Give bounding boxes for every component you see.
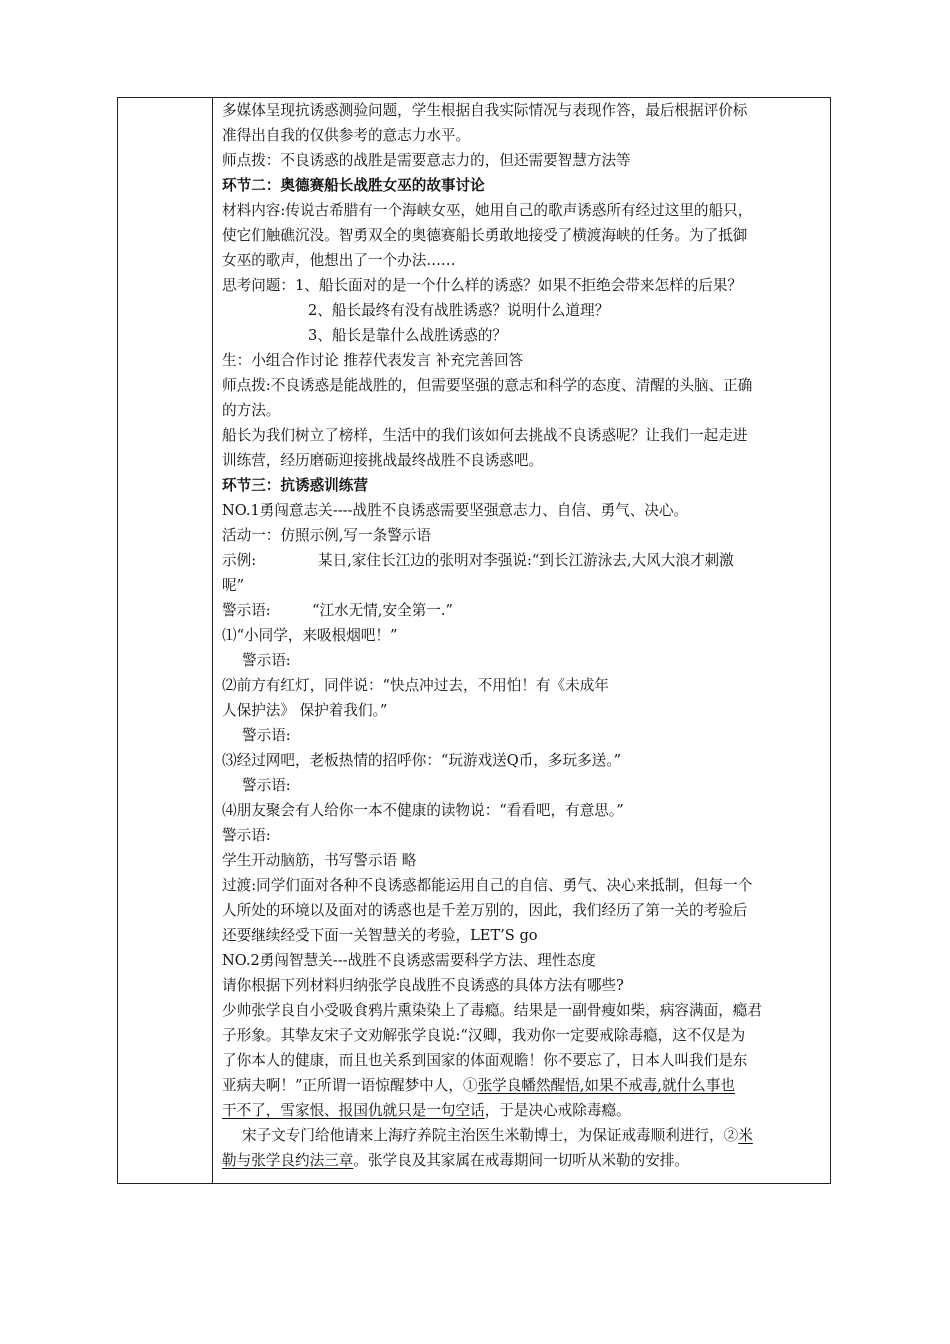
text-line: “江水无情,安全第一.” [312,602,453,619]
text-line: 师点拨:不良诱惑是能战胜的，但需要坚强的意志和科学的态度、清醒的头脑、正确 [222,377,753,394]
text-line: 某日,家住长江边的张明对李强说:“到长江游泳去,大风大浪才刺激 [318,552,734,569]
text-line: 人所处的环境以及面对的诱惑也是千差万别的，因此，我们经历了第一关的考验后 [222,902,748,919]
text-line: 示例: [222,552,257,569]
section-heading: 环节三：抗诱惑训练营 [222,477,368,494]
text-line [222,1073,735,1098]
text-line: 准得出自我的仅供参考的意志力水平。 [222,127,471,144]
text-line: ⑵前方有红灯，同伴说：“快点冲过去，不用怕！有《未成年 [222,677,609,694]
text-line: 多媒体呈现抗诱惑测验问题，学生根据自我实际情况与表现作答，最后根据评价标 [222,102,748,119]
text-line: 使它们触礁沉没。智勇双全的奥德赛船长勇敢地接受了横渡海峡的任务。为了抵御 [222,227,748,244]
text-line: 活动一：仿照示例,写一条警示语 [222,527,431,544]
text-line: 了你本人的健康，而且也关系到国家的体面观瞻！你不要忘了，日本人叫我们是东 [222,1052,748,1069]
text-line: 材料内容:传说古希腊有一个海峡女巫，她用自己的歌声诱惑所有经过这里的船只， [222,202,753,219]
text-line: 生：小组合作讨论 推荐代表发言 补充完善回答 [222,352,524,369]
table-left-column [118,98,213,1183]
text-line: 师点拨：不良诱惑的战胜是需要意志力的，但还需要智慧方法等 [222,152,631,169]
text-line: 人保护法》 保护着我们。” [222,702,388,719]
text-line: 过渡:同学们面对各种不良诱惑都能运用自己的自信、勇气、决心来抵制，但每一个 [222,877,753,894]
text-segment: 。张学良及其家属在戒毒期间一切听从米勒的安排。 [353,1152,690,1169]
text-line: ⑴“小同学，来吸根烟吧！” [222,627,398,644]
text-line: 的方法。 [222,402,281,419]
text-line: NO.2勇闯智慧关---战胜不良诱惑需要科学方法、理性态度 [222,952,596,969]
text-line: 呢” [222,577,245,594]
text-line: 警示语: [242,777,291,794]
text-line: 船长为我们树立了榜样，生活中的我们该如何去挑战不良诱惑呢？让我们一起走进 [222,427,748,444]
text-line: 警示语: [242,727,291,744]
text-line: 训练营，经历磨砺迎接挑战最终战胜不良诱惑吧。 [222,452,544,469]
text-segment: 亚病夫啊！”正所谓一语惊醒梦中人，① [222,1077,478,1094]
text-segment: 宋子文专门给他请来上海疗养院主治医生米勒博士，为保证戒毒顺利进行，② [242,1127,739,1144]
section-heading: 环节二：奥德赛船长战胜女巫的故事讨论 [222,177,485,194]
text-line: 还要继续经受下面一关智慧关的考验，LET’S go [222,927,538,944]
text-line: 子形象。其挚友宋子文劝解张学良说:“汉卿，我劝你一定要戒除毒瘾，这不仅是为 [222,1027,746,1044]
text-line: 女巫的歌声，他想出了一个办法…… [222,252,456,269]
text-line: 学生开动脑筋，书写警示语 略 [222,852,417,869]
text-line: NO.1勇闯意志关----战胜不良诱惑需要坚强意志力、自信、勇气、决心。 [222,502,689,519]
text-line: ⑶经过网吧，老板热情的招呼你：“玩游戏送Q币，多玩多送。” [222,752,622,769]
text-segment: ，于是决心戒除毒瘾。 [484,1102,631,1119]
text-line: 请你根据下列材料归纳张学良战胜不良诱惑的具体方法有哪些? [222,977,624,994]
text-line: 少帅张学良自小受吸食鸦片熏染染上了毒瘾。结果是一副骨瘦如柴，病容满面，瘾君 [222,1002,762,1019]
underlined-text: 勒与张学良约法三章 [222,1152,354,1169]
underlined-text: 张学良幡然醒悟,如果不戒毒,就什么事也 [477,1077,735,1094]
text-line [242,1123,753,1148]
text-line: 警示语: [242,652,291,669]
underlined-text: 米 [738,1127,753,1144]
text-line [222,1098,631,1123]
lesson-table [117,97,831,1184]
text-line [222,1148,689,1173]
text-line: 警示语: [222,827,271,844]
text-line: 思考问题：1、船长面对的是一个什么样的诱惑？如果不拒绝会带来怎样的后果？ [222,277,743,294]
text-line: 2、船长最终有没有战胜诱惑？说明什么道理？ [308,302,610,319]
text-line: 3、船长是靠什么战胜诱惑的？ [308,327,508,344]
text-line: ⑷朋友聚会有人给你一本不健康的读物说：“看看吧，有意思。” [222,802,624,819]
text-line: 警示语: [222,602,271,619]
underlined-text: 干不了，雪家恨、报国仇就只是一句空话 [222,1102,485,1119]
